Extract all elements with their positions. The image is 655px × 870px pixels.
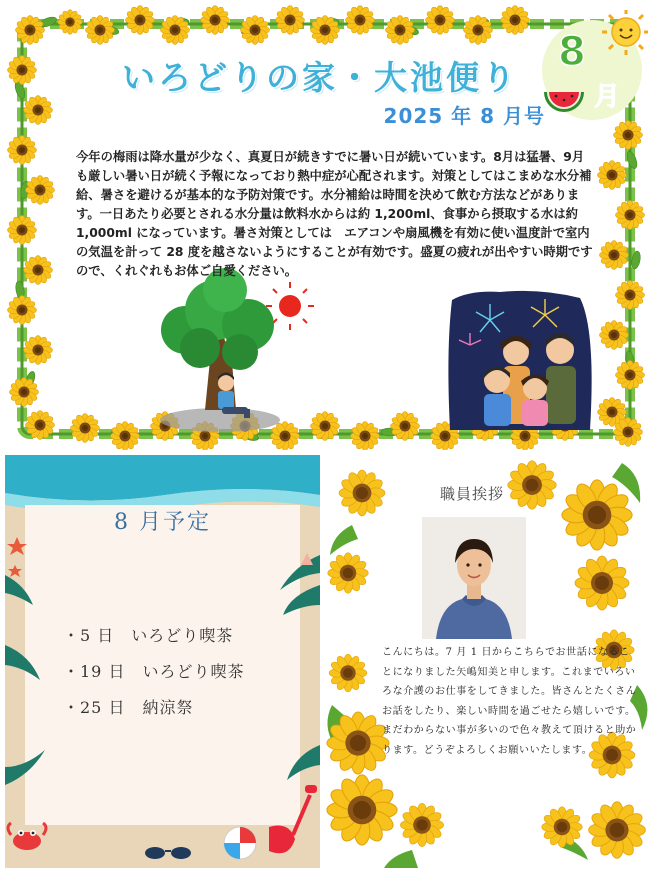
greeting-paragraph: こんにちは。7 月 1 日からこちらでお世話になることになりました矢嶋知美と申します。これまでいろいろな介護のお仕事をしてきました。皆さんとたくさんお話をしたり、楽しい時間を過ごせたら嬉しいです。まだわからない事が多いので色々教えて頂けると助かります。どうぞよろしくお願いいたします。 xyxy=(382,647,637,756)
tree-with-person-illustration xyxy=(160,268,280,432)
month-badge-number: 8 xyxy=(558,29,586,75)
month-badge-unit: 月 xyxy=(594,82,621,112)
intro-paragraph: 今年の梅雨は降水量が少なく、真夏日が続きすでに暑い日が続いています。8月は猛暑、9月も厳しい暑い日が続く予報になっており熱中症が心配されます。対策としてはこまめな水分補給、暑さを避けるが基本的な予防対策です。水分補給は時間を決めて飲む方法などがあります。一日あたり必要とされる水分量は飲料水からは約 1,200ml、食事から摂取する水は約 1,000ml になっています。暑さ対策としては エアコンや扇風機を有効に使い温度計で室内の気温を計って 28 度を越さないようにすることが有効です。盛夏の疲れが出やすい時期ですので、くれぐれもお体ご自愛ください。 xyxy=(76,150,593,278)
schedule-title: 8 月予定 xyxy=(114,510,211,535)
month-badge xyxy=(536,10,648,122)
schedule-item: ・19 日 いろどり喫茶 xyxy=(63,662,245,681)
staff-photo xyxy=(422,517,526,639)
newsletter-title: いろどりの家・大池便り xyxy=(122,58,518,97)
fireworks-family-illustration xyxy=(448,291,591,430)
greeting-title: 職員挨拶 xyxy=(439,485,504,503)
schedule-panel xyxy=(5,455,320,868)
schedule-item: ・25 日 納涼祭 xyxy=(63,698,194,717)
staff-greeting-panel xyxy=(322,455,655,868)
beach-ball-icon xyxy=(224,827,256,859)
schedule-item: ・5 日 いろどり喫茶 xyxy=(63,626,234,645)
issue-date: 2025 年 8 月号 xyxy=(383,104,545,128)
